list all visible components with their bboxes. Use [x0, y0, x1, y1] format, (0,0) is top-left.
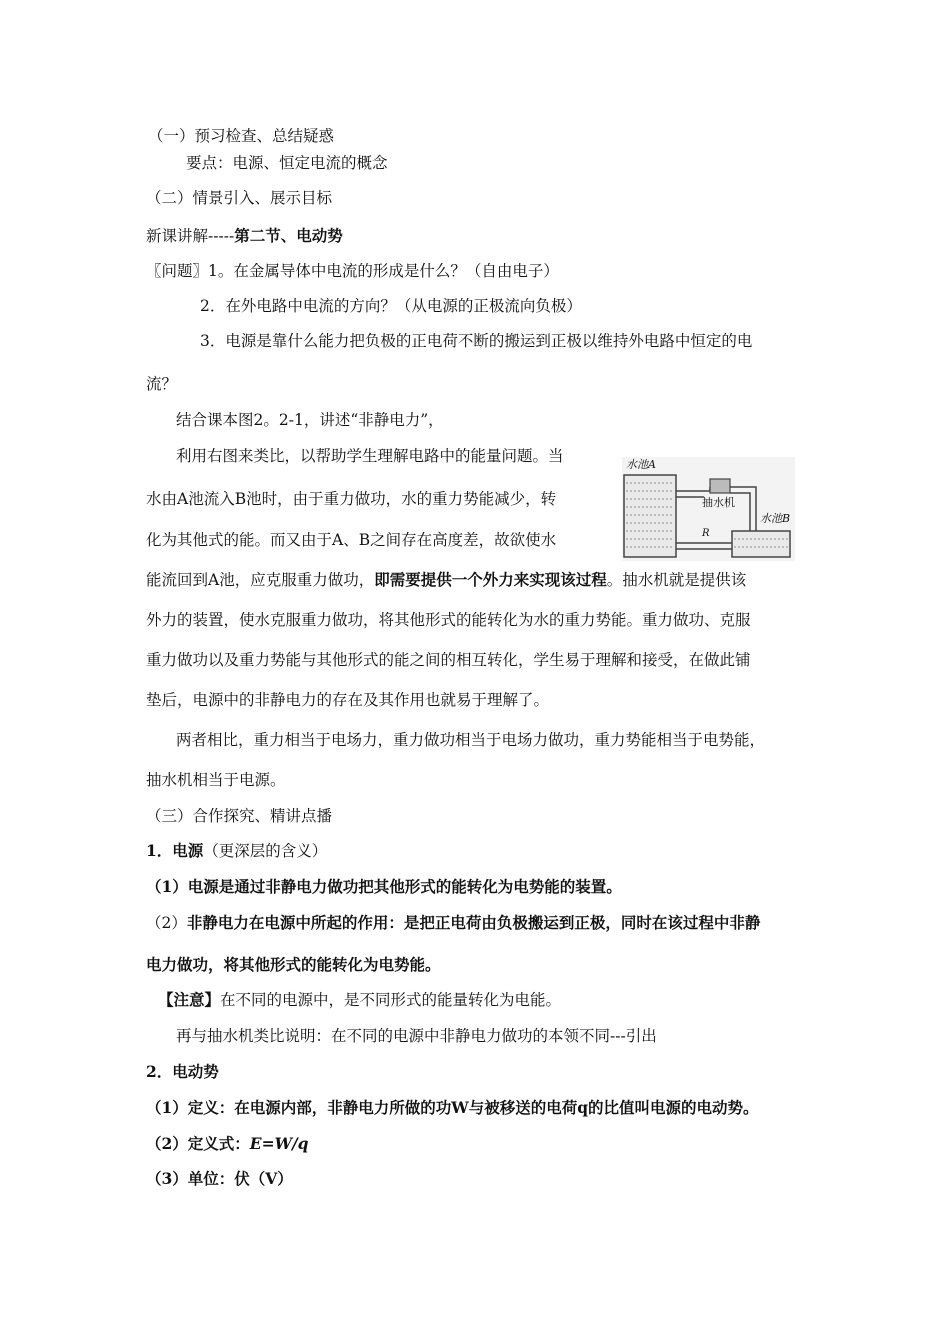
topic-1-label: 1．电源	[146, 841, 204, 860]
analogy-line-7: 垫后，电源中的非静电力的存在及其作用也就易于理解了。	[146, 691, 550, 709]
water-pump-diagram	[622, 457, 795, 561]
textbook-reference: 结合课本图2。2-1，讲述“非静电力”，	[176, 411, 444, 429]
pump-box	[710, 479, 730, 493]
pool-b-label: 水池B	[760, 512, 791, 525]
emf-formula: E=W/q	[249, 1134, 309, 1153]
question-3-line-2: 流？	[146, 375, 178, 393]
new-lesson-prefix: 新课讲解-----	[146, 227, 235, 245]
non-electrostatic-role-line-2: 电力做功，将其他形式的能转化为电势能。	[146, 955, 441, 974]
pump-label: 抽水机	[702, 496, 735, 509]
pool-a-label: 水池A	[626, 458, 656, 471]
analogy-line-5: 外力的装置，使水克服重力做功，将其他形式的能转化为水的重力势能。重力做功、克服	[146, 611, 751, 629]
pool-b-tank	[732, 531, 790, 557]
analogy-line-4-start: 能流回到A池，应克服重力做功，	[146, 571, 375, 589]
topic-1-subtitle: （更深层的含义）	[203, 842, 328, 860]
pump-comparison: 再与抽水机类比说明：在不同的电源中非静电力做功的本领不同---引出	[176, 1027, 657, 1045]
topic-1-heading	[146, 841, 327, 861]
question-2: 2．在外电路中电流的方向？（从电源的正极流向负极）	[200, 297, 582, 315]
question-1: 〖问题〗1。在金属导体中电流的形成是什么？（自由电子）	[146, 262, 559, 280]
note-line	[158, 990, 561, 1010]
section-heading-3: （三）合作探究、精讲点播	[146, 807, 333, 825]
non-electrostatic-role-text: 非静电力在电源中所起的作用：是把正电荷由负极搬运到正极，同时在该过程中非静	[186, 913, 761, 932]
power-source-definition: （1）电源是通过非静电力做功把其他形式的能转化为电势能的装置。	[146, 877, 622, 896]
new-lesson-line	[146, 226, 343, 246]
analogy-line-2: 水由A池流入B池时，由于重力做功，水的重力势能减少，转	[146, 490, 557, 508]
analogy-line-1: 利用右图来类比，以帮助学生理解电路中的能量问题。当	[176, 447, 564, 465]
emf-formula-line	[146, 1134, 309, 1154]
emf-unit: （3）单位：伏（V）	[146, 1169, 293, 1188]
lesson-title: 第二节、电动势	[234, 226, 343, 245]
formula-label: （2）定义式：	[146, 1134, 250, 1153]
analogy-line-3: 化为其他式的能。而又由于A、B之间存在高度差，故欲使水	[146, 531, 557, 549]
item-number: （2）	[146, 914, 187, 932]
analogy-emphasis: 即需要提供一个外力来实现该过程	[374, 570, 607, 589]
non-electrostatic-role-line-1	[146, 913, 760, 933]
topic-2-heading: 2．电动势	[146, 1062, 219, 1081]
key-points: 要点：电源、恒定电流的概念	[186, 154, 388, 172]
pipe-r-label: R	[702, 528, 710, 539]
section-heading-2: （二）情景引入、展示目标	[146, 189, 333, 207]
analogy-line-4-end: 。抽水机就是提供该	[606, 571, 747, 589]
note-label: 【注意】	[158, 990, 221, 1009]
emf-definition: （1）定义：在电源内部，非静电力所做的功W与被移送的电荷q的比值叫电源的电动势。	[146, 1098, 759, 1117]
comparison-line-2: 抽水机相当于电源。	[146, 771, 286, 789]
question-3-line-1: 3．电源是靠什么能力把负极的正电荷不断的搬运到正极以维持外电路中恒定的电	[200, 332, 753, 350]
comparison-line-1: 两者相比，重力相当于电场力，重力做功相当于电场力做功，重力势能相当于电势能，	[176, 731, 766, 749]
water-pump-figure	[622, 457, 795, 561]
note-text: 在不同的电源中，是不同形式的能量转化为电能。	[220, 991, 562, 1009]
section-heading-1: （一）预习检查、总结疑惑	[148, 127, 335, 145]
pool-a-tank	[624, 475, 676, 557]
analogy-line-4	[146, 570, 746, 590]
analogy-line-6: 重力做功以及重力势能与其他形式的能之间的相互转化，学生易于理解和接受，在做此铺	[146, 651, 751, 669]
